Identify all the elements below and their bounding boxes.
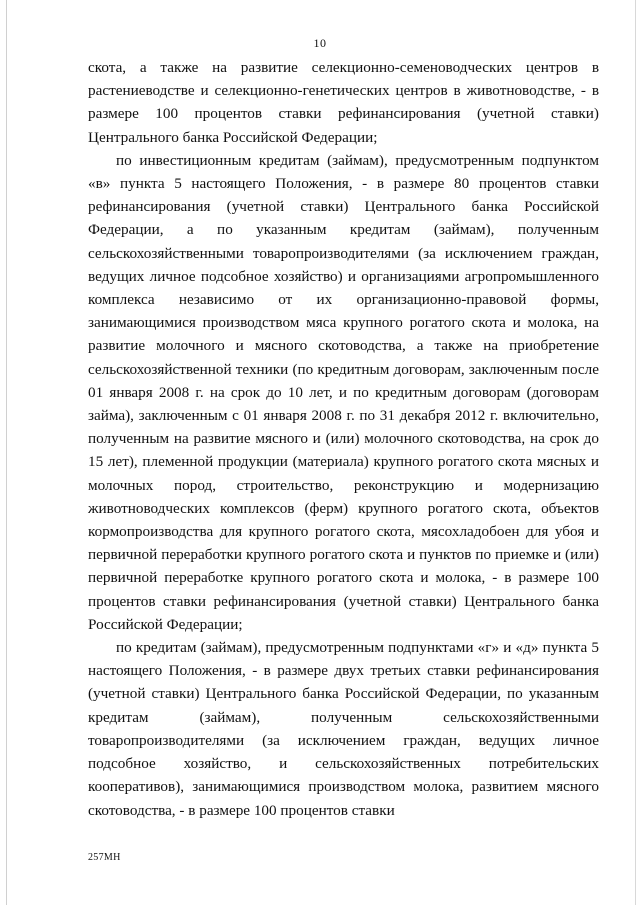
paragraph-1: скота, а также на развитие селекционно-семеноводческих центров в растениеводстве и селекционно-генетических центров в животноводстве, - в размере 100 процентов ставки рефинансирования (учетной ставки) Центрального банка Российской Федерации; bbox=[88, 59, 599, 146]
page-number: 10 bbox=[313, 36, 327, 50]
scan-edge-right bbox=[635, 0, 636, 905]
scan-edge-left bbox=[6, 0, 7, 905]
paragraph-3: по кредитам (займам), предусмотренным подпунктами «г» и «д» пункта 5 настоящего Положения, - в размере двух третьих ставки рефинансирования (учетной ставки) Центрального банка Российской Федерации, по указанным кредитам (займам), полученным сельскохозяйственными товаропроизводителями (за исключением граждан, ведущих личное подсобное хозяйство, и сельскохозяйственных потребительских кооперативов), занимающимися производством молока, развитием мясного скотоводства, - в размере 100 процентов ставки bbox=[88, 639, 599, 819]
paragraph-2: по инвестиционным кредитам (займам), предусмотренным подпунктом «в» пункта 5 настоящего Положения, - в размере 80 процентов ставки рефинансирования (учетной ставки) Центрального банка Российской Федерации, а по указанным кредитам (займам), полученным сельскохозяйственными товаропроизводителями (за исключением граждан, ведущих личное подсобное хозяйство) и организациями агропромышленного комплекса независимо от их организационно-правовой формы, занимающимися производством мяса крупного рогатого скота и молока, на развитие молочного и мясного скотоводства, а также на приобретение сельскохозяйственной техники (по кредитным договорам, заключенным после 01 января 2008 г. на срок до 10 лет, и по кредитным договорам (договорам займа), заключенным с 01 января 2008 г. по 31 декабря 2012 г. включительно, полученным на развитие мясного и (или) молочного скотоводства, на срок до 15 лет), племенной продукции (материала) крупного рогатого скота мясных и молочных пород, строительство, реконструкцию и модернизацию животноводческих комплексов (ферм) крупного рогатого скота, объектов кормопроизводства для крупного рогатого скота, мясохладобоен для убоя и первичной переработки крупного рогатого скота и пунктов по приемке и (или) первичной переработке крупного рогатого скота и молока, - в размере 100 процентов ставки рефинансирования (учетной ставки) Центрального банка Российской Федерации; bbox=[88, 151, 599, 633]
document-code: 257МН bbox=[88, 852, 121, 863]
body-text bbox=[88, 56, 599, 822]
